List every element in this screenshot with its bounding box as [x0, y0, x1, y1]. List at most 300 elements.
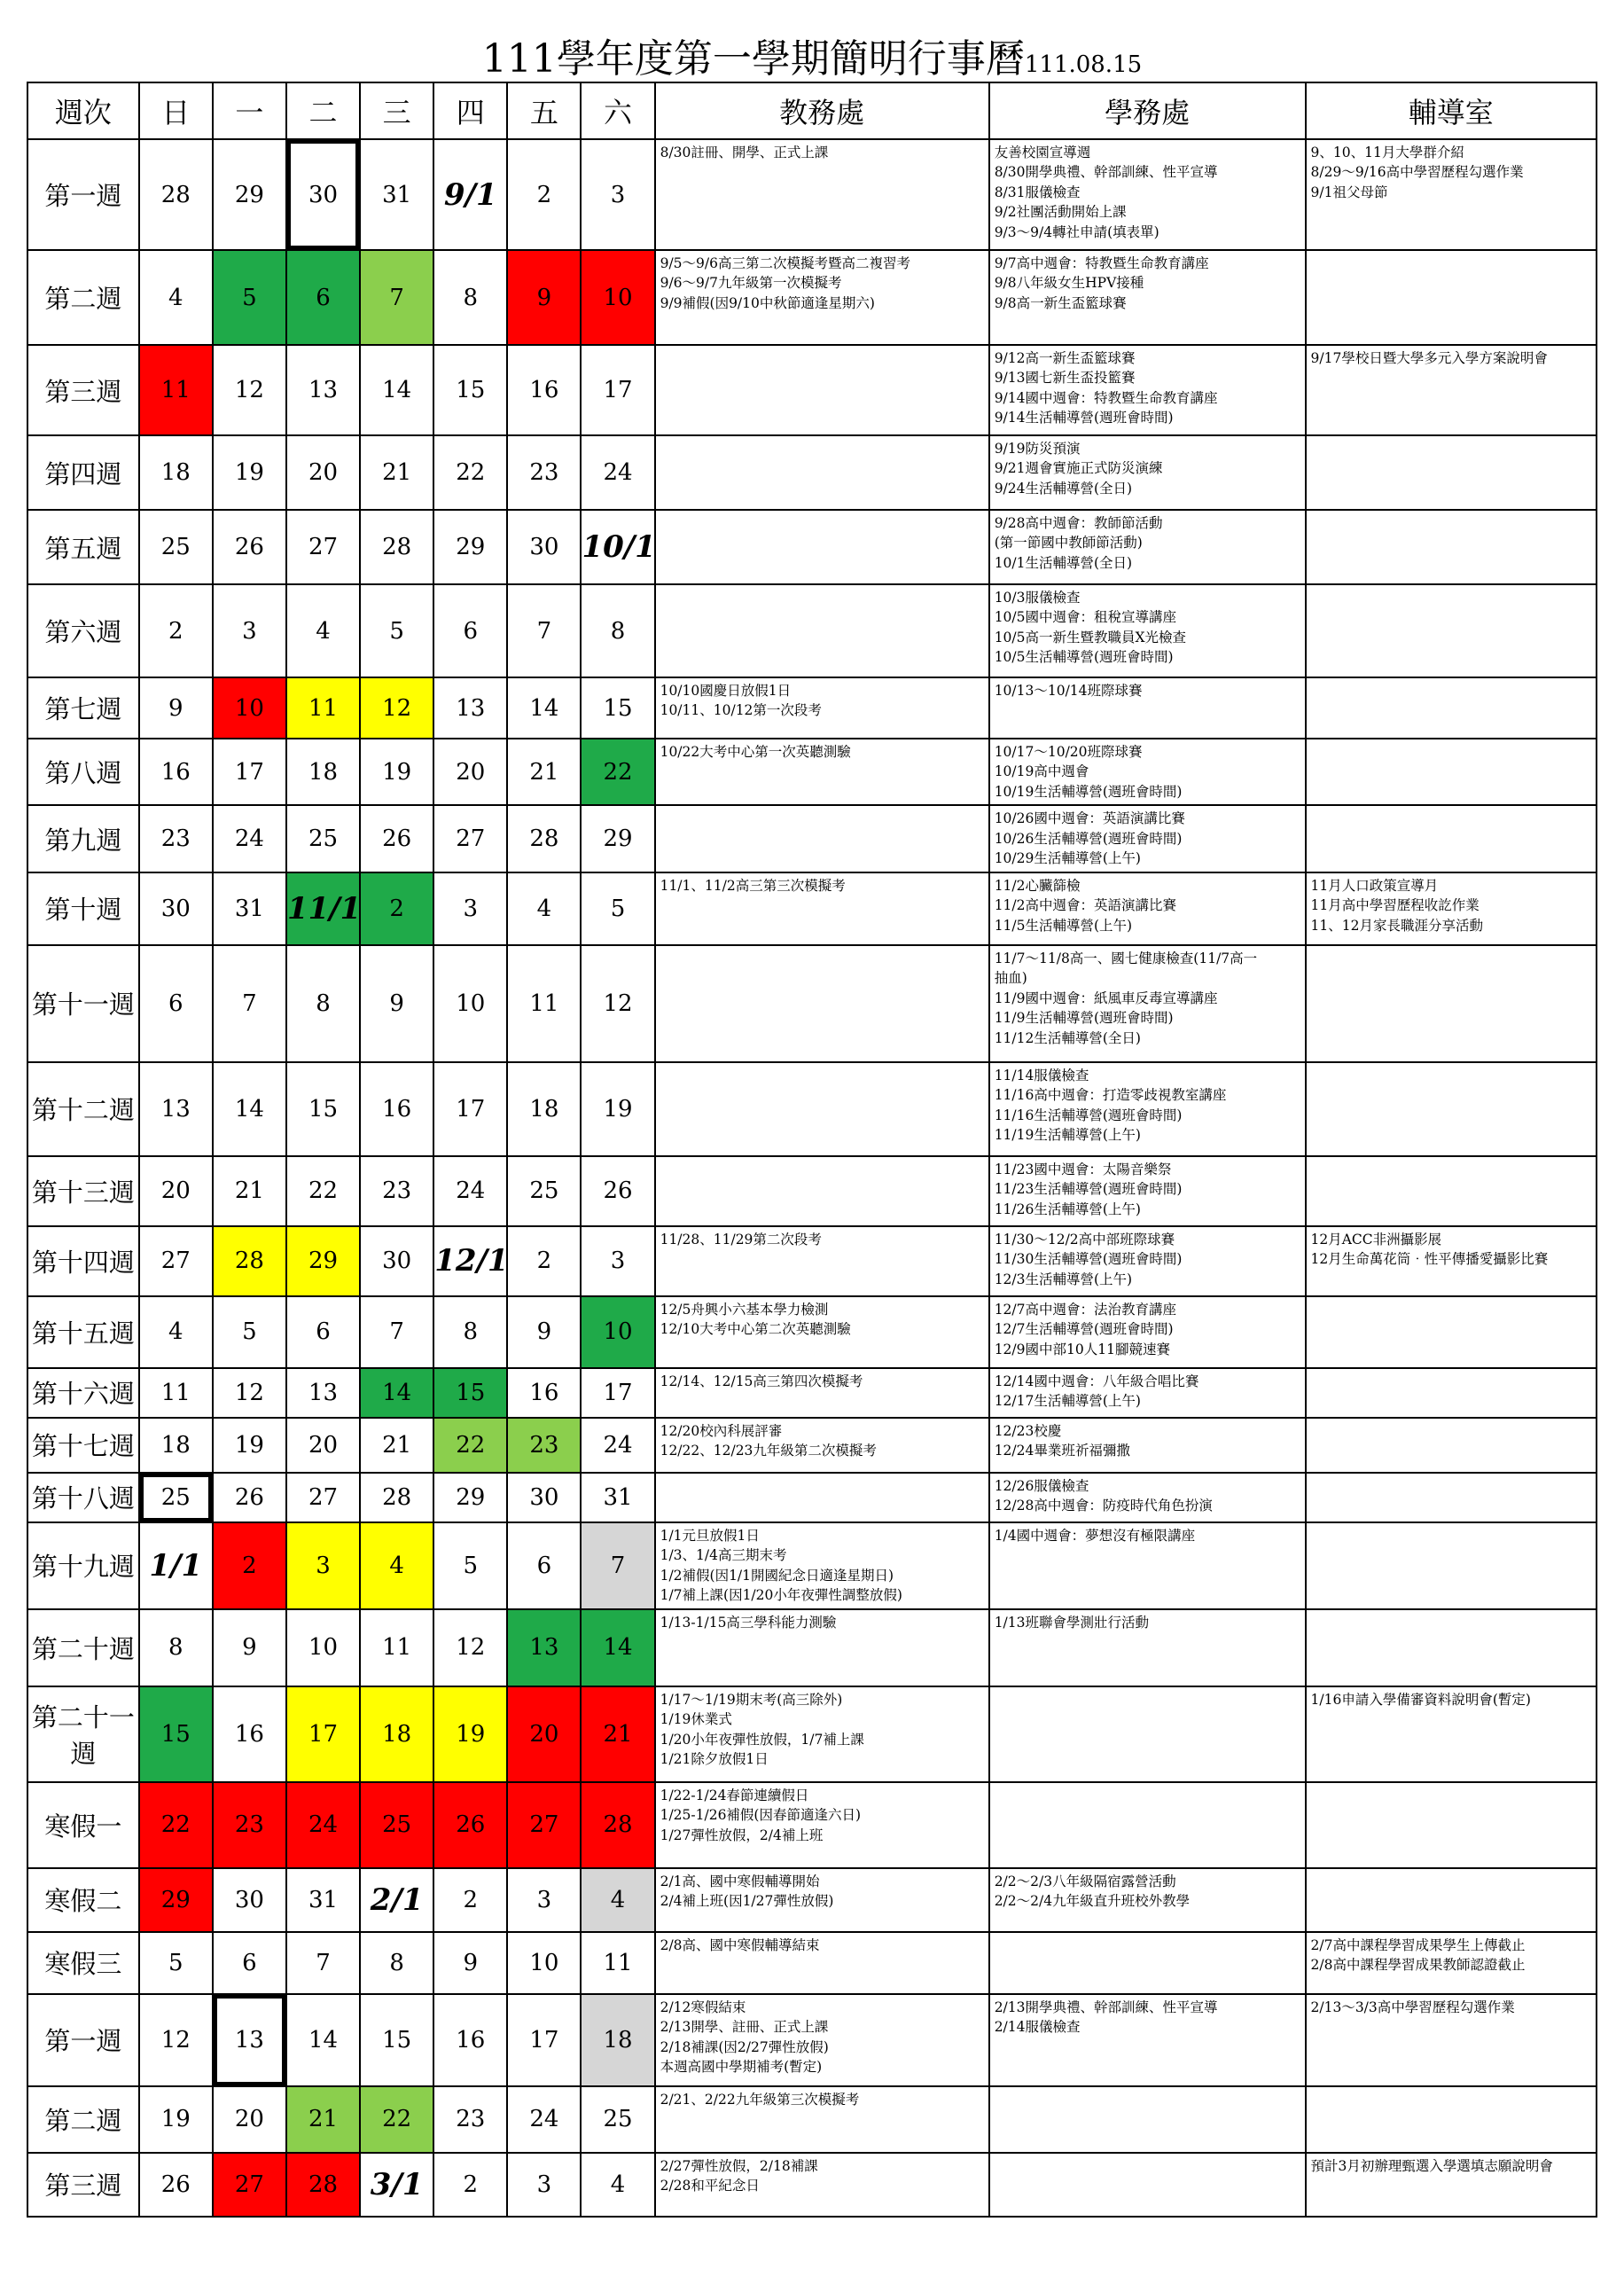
note-line: 2/1高、國中寒假輔導開始 — [660, 1873, 820, 1889]
day-cell: 24 — [507, 2086, 581, 2153]
academic-notes — [655, 1226, 989, 1296]
day-cell: 13 — [507, 1609, 581, 1686]
week-row — [27, 1609, 1597, 1686]
day-cell: 2 — [360, 872, 433, 945]
academic-notes — [655, 2086, 989, 2153]
header-week: 週次 — [27, 82, 139, 139]
note-line: 10/5高一新生暨教職員X光檢查 — [994, 629, 1187, 645]
student-notes — [989, 1062, 1306, 1156]
day-cell: 27 — [433, 805, 507, 872]
header-row — [27, 82, 1597, 139]
week-label: 第一週 — [27, 139, 139, 250]
note-line: 12/7生活輔導營(週班會時間) — [994, 1321, 1174, 1338]
day-cell: 12 — [213, 345, 286, 435]
note-line: 10/22大考中心第一次英聽測驗 — [660, 744, 851, 760]
student-notes — [989, 1226, 1306, 1296]
student-notes — [989, 1782, 1306, 1868]
counsel-notes — [1306, 945, 1597, 1062]
day-cell: 30 — [507, 510, 581, 584]
day-cell: 14 — [360, 1368, 433, 1418]
day-cell: 14 — [286, 1994, 360, 2086]
day-cell: 13 — [286, 1368, 360, 1418]
day-cell: 15 — [433, 345, 507, 435]
note-line: 11/23國中週會：太陽音樂祭 — [994, 1161, 1172, 1177]
student-notes — [989, 2153, 1306, 2217]
counsel-notes — [1306, 1473, 1597, 1522]
student-notes — [989, 945, 1306, 1062]
note-line: 9/21週會實施正式防災演練 — [994, 460, 1163, 477]
academic-notes — [655, 1782, 989, 1868]
note-line: 9/14國中週會：特教暨生命教育講座 — [994, 389, 1218, 406]
note-line: 11/2高中週會：英語演講比賽 — [994, 897, 1176, 914]
counsel-notes — [1306, 139, 1597, 250]
note-line: 1/25-1/26補假(因春節適逢六日) — [660, 1807, 862, 1824]
week-row — [27, 510, 1597, 584]
week-row — [27, 139, 1597, 250]
note-line: 9/7高中週會：特教暨生命教育講座 — [994, 255, 1209, 271]
week-row — [27, 2153, 1597, 2217]
day-cell: 27 — [213, 2153, 286, 2217]
note-line: 12/10大考中心第二次英聽測驗 — [660, 1321, 851, 1338]
day-cell: 9 — [139, 677, 213, 739]
note-line: 11/9生活輔導營(週班會時間) — [994, 1010, 1174, 1027]
counsel-notes — [1306, 345, 1597, 435]
academic-notes — [655, 1368, 989, 1418]
academic-notes — [655, 584, 989, 677]
day-cell: 4 — [581, 1868, 654, 1932]
note-line: 12月ACC非洲攝影展 — [1310, 1231, 1442, 1248]
counsel-notes — [1306, 1062, 1597, 1156]
week-label: 第三週 — [27, 2153, 139, 2217]
week-label: 第八週 — [27, 739, 139, 805]
note-line: 抽血) — [994, 970, 1027, 987]
student-notes — [989, 435, 1306, 510]
day-cell: 10 — [507, 1932, 581, 1994]
week-row — [27, 435, 1597, 510]
day-cell: 29 — [213, 139, 286, 250]
week-row — [27, 1226, 1597, 1296]
note-line: 10/13～10/14班際球賽 — [994, 683, 1143, 699]
day-cell: 23 — [213, 1782, 286, 1868]
counsel-notes — [1306, 1686, 1597, 1782]
note-line: 12/20校內科展評審 — [660, 1422, 783, 1439]
note-line: 11/26生活輔導營(上午) — [994, 1201, 1141, 1217]
academic-notes — [655, 872, 989, 945]
note-line: 2/7高中課程學習成果學生上傳截止 — [1310, 1936, 1526, 1953]
note-line: 2/27彈性放假，2/18補課 — [660, 2157, 818, 2174]
note-line: 11/1、11/2高三第三次模擬考 — [660, 877, 846, 894]
day-cell: 13 — [286, 345, 360, 435]
day-cell: 2 — [433, 1868, 507, 1932]
note-line: 12/3生活輔導營(上午) — [994, 1271, 1133, 1287]
note-line: 2/18補課(因2/27彈性放假) — [660, 2038, 829, 2055]
note-line: 2/12寒假結束 — [660, 1999, 746, 2015]
counsel-notes — [1306, 1368, 1597, 1418]
day-cell: 13 — [213, 1994, 286, 2086]
day-cell: 17 — [507, 1994, 581, 2086]
day-cell: 29 — [139, 1868, 213, 1932]
day-cell: 23 — [507, 435, 581, 510]
note-line: 2/28和平紀念日 — [660, 2178, 760, 2194]
day-cell: 13 — [139, 1062, 213, 1156]
title-date: 111.08.15 — [1024, 51, 1143, 78]
day-cell: 8 — [286, 945, 360, 1062]
counsel-notes — [1306, 1868, 1597, 1932]
note-line: 11/7～11/8高一、國七健康檢查(11/7高一 — [994, 950, 1258, 966]
note-line: 1/17～1/19期末考(高三除外) — [660, 1691, 843, 1708]
week-label: 第十週 — [27, 872, 139, 945]
academic-notes — [655, 805, 989, 872]
note-line: 2/13開學、註冊、正式上課 — [660, 2019, 829, 2036]
student-notes — [989, 584, 1306, 677]
week-row — [27, 1932, 1597, 1994]
note-line: 11/12生活輔導營(全日) — [994, 1029, 1141, 1046]
day-cell: 19 — [213, 1418, 286, 1473]
day-cell: 26 — [360, 805, 433, 872]
day-cell: 24 — [581, 1418, 654, 1473]
note-line: 12月生命萬花筒‧性平傳播愛攝影比賽 — [1310, 1251, 1549, 1268]
counsel-notes — [1306, 1226, 1597, 1296]
header-student-office: 學務處 — [989, 82, 1306, 139]
counsel-notes — [1306, 1156, 1597, 1226]
day-cell: 29 — [581, 805, 654, 872]
week-label: 第三週 — [27, 345, 139, 435]
day-cell: 7 — [581, 1522, 654, 1609]
academic-notes — [655, 1418, 989, 1473]
note-line: 12/14、12/15高三第四次模擬考 — [660, 1373, 863, 1389]
note-line: 1/4國中週會：夢想沒有極限講座 — [994, 1527, 1196, 1544]
week-label: 第十一週 — [27, 945, 139, 1062]
day-cell: 3 — [507, 1868, 581, 1932]
day-cell: 17 — [581, 345, 654, 435]
note-line: 10/3服儀檢查 — [994, 590, 1081, 606]
note-line: 11、12月家長職涯分享活動 — [1310, 917, 1483, 934]
week-label: 寒假二 — [27, 1868, 139, 1932]
note-line: 11/28、11/29第二次段考 — [660, 1231, 822, 1248]
counsel-notes — [1306, 2153, 1597, 2217]
week-row — [27, 1686, 1597, 1782]
note-line: 1/22-1/24春節連續假日 — [660, 1787, 809, 1803]
note-line: 1/7補上課(因1/20小年夜彈性調整放假) — [660, 1587, 902, 1604]
day-cell: 27 — [139, 1226, 213, 1296]
day-cell: 23 — [360, 1156, 433, 1226]
student-notes — [989, 1473, 1306, 1522]
note-line: 10/5生活輔導營(週班會時間) — [994, 649, 1174, 666]
note-line: 1/1元旦放假1日 — [660, 1527, 760, 1544]
day-cell: 9/1 — [433, 139, 507, 250]
day-cell: 5 — [360, 584, 433, 677]
week-row — [27, 1473, 1597, 1522]
note-line: 11/19生活輔導營(上午) — [994, 1127, 1141, 1144]
note-line: 11/5生活輔導營(上午) — [994, 917, 1133, 934]
day-cell: 4 — [139, 1296, 213, 1368]
day-cell: 11 — [507, 945, 581, 1062]
day-cell: 12 — [360, 677, 433, 739]
note-line: 本週高國中學期補考(暫定) — [660, 2059, 823, 2076]
day-cell: 23 — [139, 805, 213, 872]
day-cell: 20 — [286, 1418, 360, 1473]
note-line: 8/31服儀檢查 — [994, 184, 1081, 200]
day-cell: 4 — [507, 872, 581, 945]
note-line: 11月高中學習歷程收訖作業 — [1310, 897, 1480, 914]
week-label: 第四週 — [27, 435, 139, 510]
student-notes — [989, 1418, 1306, 1473]
note-line: 10/5國中週會：租稅宣導講座 — [994, 609, 1176, 626]
day-cell: 3 — [507, 2153, 581, 2217]
day-cell: 1/1 — [139, 1522, 213, 1609]
week-label: 第六週 — [27, 584, 139, 677]
header-wed: 三 — [360, 82, 433, 139]
day-cell: 11/1 — [286, 872, 360, 945]
academic-notes — [655, 1868, 989, 1932]
day-cell: 16 — [507, 345, 581, 435]
day-cell: 31 — [360, 139, 433, 250]
day-cell: 30 — [286, 139, 360, 250]
day-cell: 5 — [139, 1932, 213, 1994]
day-cell: 8 — [581, 584, 654, 677]
student-notes — [989, 739, 1306, 805]
day-cell: 6 — [507, 1522, 581, 1609]
counsel-notes — [1306, 2086, 1597, 2153]
student-notes — [989, 677, 1306, 739]
note-line: 10/26生活輔導營(週班會時間) — [994, 830, 1183, 847]
day-cell: 17 — [213, 739, 286, 805]
day-cell: 30 — [213, 1868, 286, 1932]
day-cell: 21 — [213, 1156, 286, 1226]
note-line: 9/14生活輔導營(週班會時間) — [994, 410, 1174, 426]
week-label: 寒假三 — [27, 1932, 139, 1994]
day-cell: 6 — [286, 250, 360, 345]
note-line: 9/8高一新生盃籃球賽 — [994, 294, 1127, 311]
note-line: 9、10、11月大學群介紹 — [1310, 145, 1464, 160]
day-cell: 3 — [213, 584, 286, 677]
day-cell: 7 — [286, 1932, 360, 1994]
note-line: (第一節國中教師節活動) — [994, 535, 1143, 551]
week-label: 第九週 — [27, 805, 139, 872]
day-cell: 15 — [581, 677, 654, 739]
note-line: 9/17學校日暨大學多元入學方案說明會 — [1310, 350, 1548, 366]
note-line: 11月人口政策宣導月 — [1310, 877, 1439, 894]
week-row — [27, 1418, 1597, 1473]
day-cell: 24 — [213, 805, 286, 872]
day-cell: 30 — [360, 1226, 433, 1296]
day-cell: 4 — [286, 584, 360, 677]
week-row — [27, 1156, 1597, 1226]
week-row — [27, 1782, 1597, 1868]
academic-notes — [655, 510, 989, 584]
header-mon: 一 — [213, 82, 286, 139]
day-cell: 2 — [507, 139, 581, 250]
day-cell: 25 — [286, 805, 360, 872]
note-line: 11/16高中週會：打造零歧視教室講座 — [994, 1087, 1227, 1104]
note-line: 10/19高中週會 — [994, 763, 1089, 780]
week-label: 第十六週 — [27, 1368, 139, 1418]
academic-notes — [655, 250, 989, 345]
note-line: 8/30註冊、開學、正式上課 — [660, 145, 829, 160]
day-cell: 26 — [581, 1156, 654, 1226]
day-cell: 3/1 — [360, 2153, 433, 2217]
week-label: 第十三週 — [27, 1156, 139, 1226]
day-cell: 14 — [581, 1609, 654, 1686]
header-sun: 日 — [139, 82, 213, 139]
academic-notes — [655, 739, 989, 805]
day-cell: 9 — [360, 945, 433, 1062]
note-line: 1/27彈性放假，2/4補上班 — [660, 1827, 824, 1843]
day-cell: 11 — [139, 1368, 213, 1418]
day-cell: 22 — [360, 2086, 433, 2153]
day-cell: 28 — [213, 1226, 286, 1296]
day-cell: 25 — [360, 1782, 433, 1868]
note-line: 1/16申請入學備審資料說明會(暫定) — [1310, 1691, 1531, 1708]
note-line: 11/9國中週會：紙風車反毒宣導講座 — [994, 990, 1218, 1006]
note-line: 2/13開學典禮、幹部訓練、性平宣導 — [994, 1999, 1218, 2015]
student-notes — [989, 1609, 1306, 1686]
student-notes — [989, 872, 1306, 945]
week-row — [27, 945, 1597, 1062]
week-row — [27, 584, 1597, 677]
day-cell: 8 — [433, 250, 507, 345]
week-row — [27, 1522, 1597, 1609]
day-cell: 8 — [360, 1932, 433, 1994]
day-cell: 16 — [360, 1062, 433, 1156]
academic-notes — [655, 139, 989, 250]
day-cell: 18 — [139, 1418, 213, 1473]
note-line: 1/19休業式 — [660, 1711, 732, 1728]
counsel-notes — [1306, 1782, 1597, 1868]
note-line: 2/8高、國中寒假輔導結束 — [660, 1936, 820, 1953]
day-cell: 29 — [286, 1226, 360, 1296]
day-cell: 10 — [213, 677, 286, 739]
day-cell: 26 — [139, 2153, 213, 2217]
week-label: 第二十週 — [27, 1609, 139, 1686]
note-line: 12/7高中週會：法治教育講座 — [994, 1301, 1176, 1318]
academic-notes — [655, 1062, 989, 1156]
day-cell: 13 — [433, 677, 507, 739]
note-line: 10/29生活輔導營(上午) — [994, 850, 1141, 867]
note-line: 2/8高中課程學習成果教師認證截止 — [1310, 1957, 1526, 1974]
note-line: 9/19防災預演 — [994, 441, 1081, 457]
day-cell: 25 — [581, 2086, 654, 2153]
day-cell: 16 — [139, 739, 213, 805]
student-notes — [989, 1156, 1306, 1226]
counsel-notes — [1306, 1994, 1597, 2086]
day-cell: 10 — [581, 1296, 654, 1368]
day-cell: 31 — [286, 1868, 360, 1932]
note-line: 12/5舟興小六基本學力檢測 — [660, 1301, 829, 1318]
note-line: 11/30～12/2高中部班際球賽 — [994, 1231, 1175, 1248]
note-line: 1/13班聯會學測壯行活動 — [994, 1614, 1149, 1631]
counsel-notes — [1306, 1418, 1597, 1473]
counsel-notes — [1306, 435, 1597, 510]
note-line: 12/9國中部10人11腳競速賽 — [994, 1341, 1170, 1357]
note-line: 1/20小年夜彈性放假，1/7補上課 — [660, 1731, 864, 1748]
week-label: 第二十一週 — [27, 1686, 139, 1782]
day-cell: 29 — [433, 1473, 507, 1522]
day-cell: 26 — [213, 510, 286, 584]
week-label: 第十五週 — [27, 1296, 139, 1368]
day-cell: 7 — [360, 250, 433, 345]
week-label: 寒假一 — [27, 1782, 139, 1868]
day-cell: 14 — [213, 1062, 286, 1156]
day-cell: 21 — [507, 739, 581, 805]
day-cell: 20 — [139, 1156, 213, 1226]
counsel-notes — [1306, 1522, 1597, 1609]
header-sat: 六 — [581, 82, 654, 139]
day-cell: 6 — [139, 945, 213, 1062]
day-cell: 16 — [213, 1686, 286, 1782]
note-line: 11/14服儀檢查 — [994, 1067, 1089, 1083]
academic-notes — [655, 2153, 989, 2217]
day-cell: 15 — [433, 1368, 507, 1418]
day-cell: 6 — [433, 584, 507, 677]
note-line: 12/14國中週會：八年級合唱比賽 — [994, 1373, 1199, 1389]
header-counseling-office: 輔導室 — [1306, 82, 1597, 139]
note-line: 9/28高中週會：教師節活動 — [994, 515, 1163, 531]
day-cell: 23 — [507, 1418, 581, 1473]
day-cell: 25 — [507, 1156, 581, 1226]
day-cell: 10 — [581, 250, 654, 345]
counsel-notes — [1306, 1609, 1597, 1686]
week-row — [27, 1868, 1597, 1932]
student-notes — [989, 345, 1306, 435]
note-line: 2/13～3/3高中學習歷程勾選作業 — [1310, 1999, 1515, 2015]
week-label: 第五週 — [27, 510, 139, 584]
day-cell: 19 — [433, 1686, 507, 1782]
header-academic-office: 教務處 — [655, 82, 989, 139]
note-line: 12/24畢業班祈福彌撒 — [994, 1443, 1130, 1459]
day-cell: 2 — [213, 1522, 286, 1609]
academic-notes — [655, 435, 989, 510]
week-row — [27, 677, 1597, 739]
day-cell: 5 — [581, 872, 654, 945]
day-cell: 7 — [507, 584, 581, 677]
day-cell: 6 — [213, 1932, 286, 1994]
day-cell: 11 — [286, 677, 360, 739]
note-line: 9/1祖父母節 — [1310, 184, 1388, 200]
day-cell: 11 — [139, 345, 213, 435]
week-label: 第十九週 — [27, 1522, 139, 1609]
day-cell: 14 — [360, 345, 433, 435]
note-line: 2/2～2/4九年級直升班校外教學 — [994, 1893, 1191, 1910]
day-cell: 21 — [360, 1418, 433, 1473]
note-line: 12/22、12/23九年級第二次模擬考 — [660, 1443, 877, 1459]
day-cell: 24 — [433, 1156, 507, 1226]
counsel-notes — [1306, 677, 1597, 739]
student-notes — [989, 1368, 1306, 1418]
student-notes — [989, 2086, 1306, 2153]
note-line: 11/2心臟篩檢 — [994, 877, 1081, 894]
week-row — [27, 250, 1597, 345]
day-cell: 28 — [139, 139, 213, 250]
week-label: 第一週 — [27, 1994, 139, 2086]
week-row — [27, 2086, 1597, 2153]
day-cell: 11 — [360, 1609, 433, 1686]
note-line: 9/13國七新生盃投籃賽 — [994, 370, 1136, 387]
day-cell: 18 — [139, 435, 213, 510]
academic-notes — [655, 945, 989, 1062]
day-cell: 19 — [581, 1062, 654, 1156]
note-line: 1/21除夕放假1日 — [660, 1751, 769, 1768]
day-cell: 5 — [213, 1296, 286, 1368]
day-cell: 18 — [581, 1994, 654, 2086]
day-cell: 3 — [433, 872, 507, 945]
day-cell: 19 — [213, 435, 286, 510]
day-cell: 11 — [581, 1932, 654, 1994]
day-cell: 26 — [213, 1473, 286, 1522]
day-cell: 3 — [581, 1226, 654, 1296]
day-cell: 20 — [286, 435, 360, 510]
week-label: 第二週 — [27, 2086, 139, 2153]
